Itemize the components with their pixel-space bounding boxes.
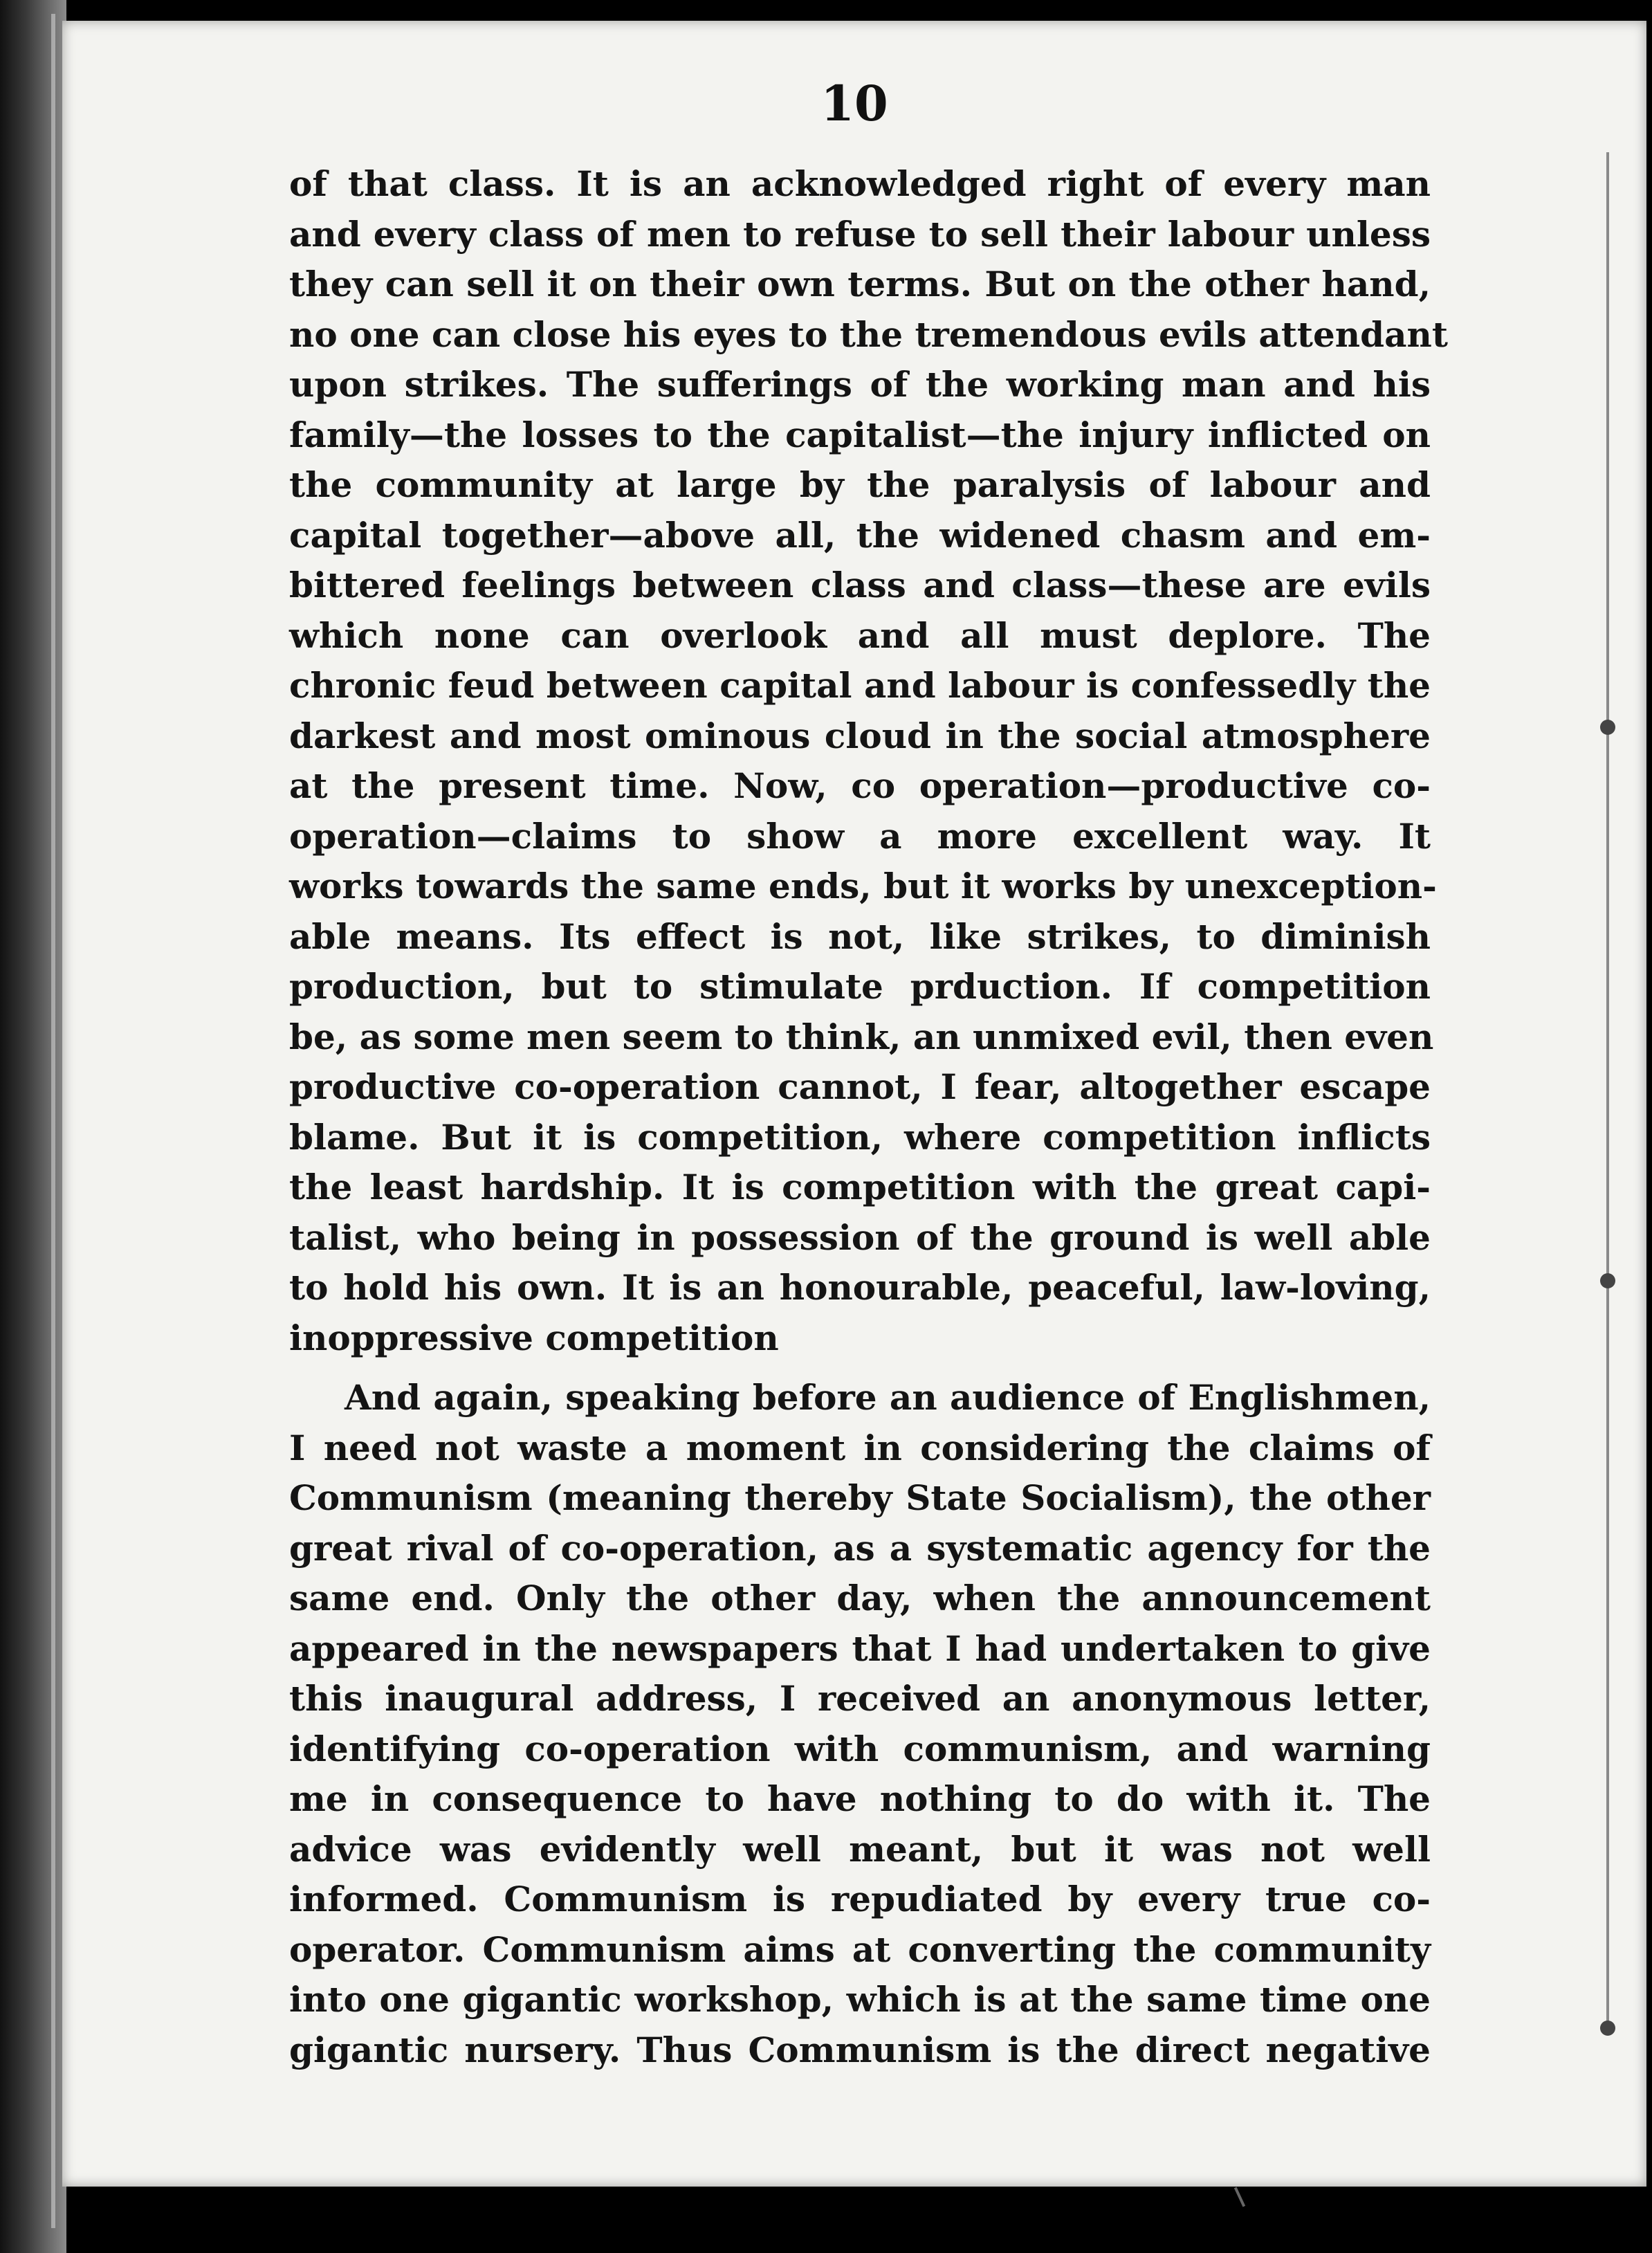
- text-line: And again, speaking before an audience of Englishmen,: [345, 1377, 1431, 1418]
- text-line: which none can overlook and all must deplore. The: [289, 614, 1431, 656]
- page-sheet: [62, 21, 1646, 2187]
- text-line: capital together—above all, the widened chasm and em-: [289, 514, 1431, 556]
- binding-highlight: [51, 14, 55, 2228]
- text-line: no one can close his eyes to the tremendous evils attendant: [289, 313, 1448, 355]
- text-line: and every class of men to refuse to sell their labour unless: [289, 213, 1431, 255]
- text-line: me in consequence to have nothing to do with it. The: [289, 1778, 1431, 1819]
- margin-mark: [1600, 720, 1615, 735]
- text-line: I need not waste a moment in considering the claims of: [289, 1427, 1431, 1468]
- text-line: informed. Communism is repudiated by every true co-: [289, 1879, 1431, 1919]
- text-line: to hold his own. It is an honourable, peaceful, law-loving,: [289, 1267, 1431, 1308]
- scan-artifact-mark: [1234, 2187, 1245, 2207]
- text-line: talist, who being in possession of the ground is well able: [289, 1216, 1431, 1258]
- text-line: great rival of co-operation, as a systematic agency for the: [289, 1527, 1431, 1569]
- text-line: inoppressive competition: [289, 1317, 779, 1358]
- text-line: advice was evidently well meant, but it was not well: [289, 1828, 1431, 1870]
- text-line: appeared in the newspapers that I had undertaken to give: [289, 1627, 1431, 1669]
- text-line: they can sell it on their own terms. But on the other hand,: [289, 264, 1431, 304]
- text-line: this inaugural address, I received an anonymous letter,: [289, 1678, 1431, 1719]
- margin-rule-line: [1606, 152, 1609, 2034]
- text-line: Communism (meaning thereby State Socialism), the other: [289, 1477, 1431, 1518]
- page-number: 10: [820, 75, 888, 132]
- text-line: operation—claims to show a more excellent way. It: [289, 815, 1431, 857]
- text-line: chronic feud between capital and labour is confessedly the: [289, 665, 1431, 706]
- text-line: production, but to stimulate prduction. If competition: [289, 966, 1431, 1007]
- text-line: works towards the same ends, but it works by unexception-: [289, 866, 1437, 906]
- text-line: of that class. It is an acknowledged right of every man: [289, 163, 1431, 204]
- margin-mark: [1600, 2021, 1615, 2036]
- text-line: blame. But it is competition, where competition inflicts: [289, 1116, 1431, 1158]
- body-text: [289, 159, 1448, 2075]
- text-line: identifying co-operation with communism, and warning: [289, 1728, 1431, 1769]
- book-binding-edge: [0, 0, 66, 2253]
- text-line: into one gigantic workshop, which is at the same time one: [289, 1979, 1431, 2020]
- text-line: bittered feelings between class and class—these are evils: [289, 565, 1431, 605]
- paragraph-gap: [289, 1363, 1431, 1373]
- text-line: the least hardship. It is competition with the great capi-: [289, 1167, 1431, 1207]
- margin-mark: [1600, 1273, 1615, 1288]
- text-line: gigantic nursery. Thus Communism is the direct negative: [289, 2029, 1431, 2070]
- text-line: operator. Communism aims at converting the community: [289, 1928, 1431, 1970]
- text-line: family—the losses to the capitalist—the injury inflicted on: [289, 414, 1431, 455]
- text-line: be, as some men seem to think, an unmixed evil, then even: [289, 1016, 1434, 1057]
- text-line: able means. Its effect is not, like strikes, to diminish: [289, 915, 1431, 957]
- text-line: upon strikes. The sufferings of the working man and his: [289, 364, 1431, 405]
- text-line: at the present time. Now, co operation—productive co-: [289, 765, 1431, 806]
- text-line: darkest and most ominous cloud in the social atmosphere: [289, 715, 1431, 756]
- text-line: the community at large by the paralysis of labour and: [289, 464, 1431, 505]
- text-line: same end. Only the other day, when the announcement: [289, 1578, 1431, 1618]
- text-line: productive co-operation cannot, I fear, altogether escape: [289, 1066, 1431, 1107]
